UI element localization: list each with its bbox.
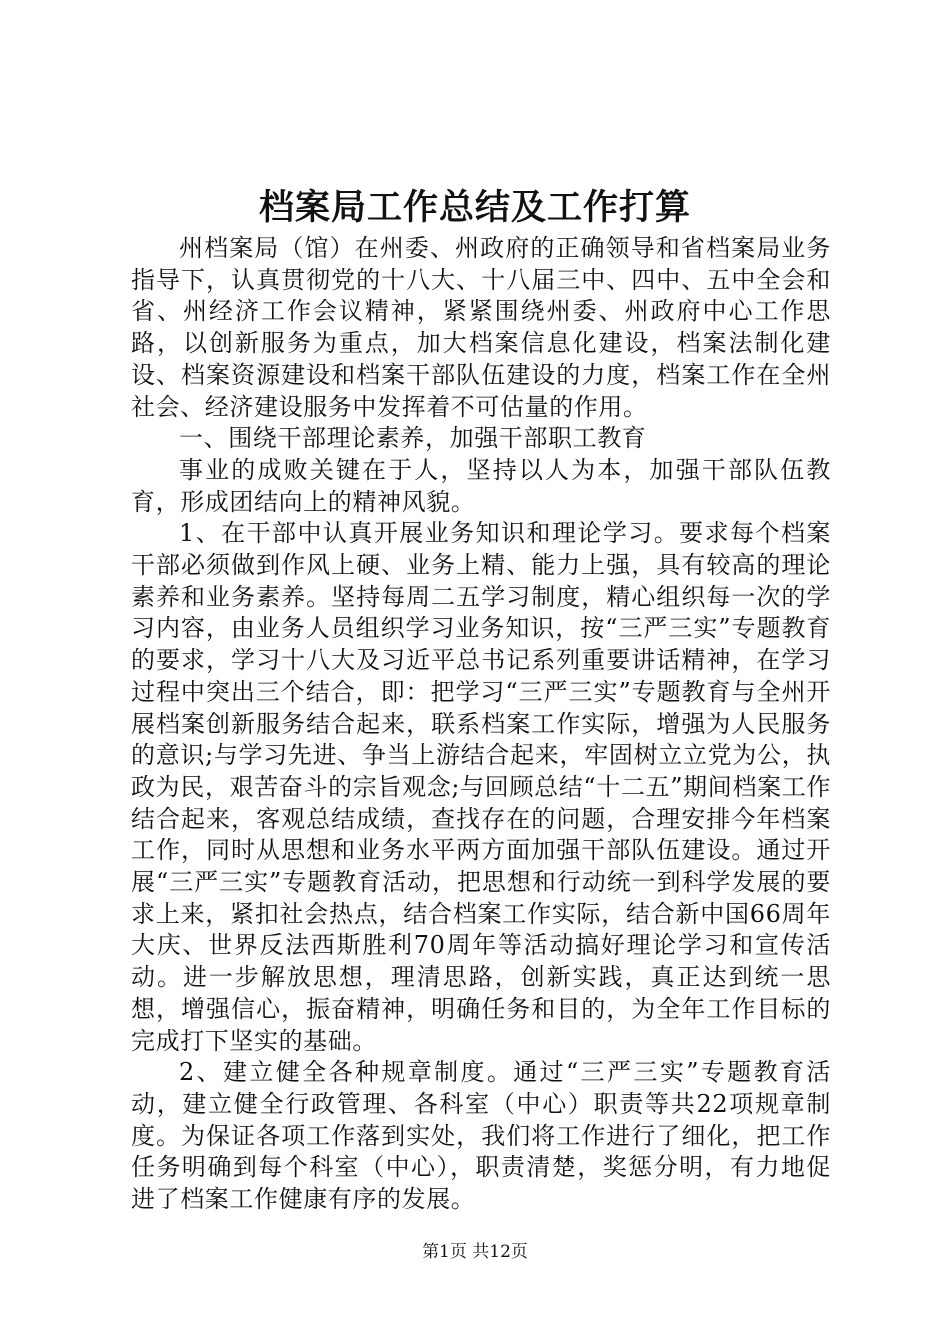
page-number-footer: 第1页 共12页 <box>422 1242 528 1262</box>
paragraph-item-2: 2、建立健全各种规章制度。通过“三严三实”专题教育活动，建立健全行政管理、各科室（中心）职责等共22项规章制度。为保证各项工作落到实处，我们将工作进行了细化，把工作任务明确到每个科室（中心），职责清楚，奖惩分明，有力地促进了档案工作健康有序的发展。 <box>131 1058 831 1214</box>
document-title: 档案局工作总结及工作打算 <box>258 187 691 228</box>
section-heading-1: 一、围绕干部理论素养，加强干部职工教育 <box>179 424 647 453</box>
paragraph-item-1: 1、在干部中认真开展业务知识和理论学习。要求每个档案干部必须做到作风上硬、业务上精、能力上强，具有较高的理论素养和业务素养。坚持每周二五学习制度，精心组织每一次的学习内容，由业务人员组织学习业务知识，按“三严三实”专题教育的要求，学习十八大及习近平总书记系列重要讲话精神，在学习过程中突出三个结合，即：把学习“三严三实”专题教育与全州开展档案创新服务结合起来，联系档案工作实际，增强为人民服务的意识;与学习先进、争当上游结合起来，牢固树立立党为公，执政为民，艰苦奋斗的宗旨观念;与回顾总结“十二五”期间档案工作结合起来，客观总结成绩，查找存在的问题，合理安排今年档案工作，同时从思想和业务水平两方面加强干部队伍建设。通过开展“三严三实”专题教育活动，把思想和行动统一到科学发展的要求上来，紧扣社会热点，结合档案工作实际，结合新中国66周年大庆、世界反法西斯胜利70周年等活动搞好理论学习和宣传活动。进一步解放思想，理清思路，创新实践，真正达到统一思想，增强信心，振奋精神，明确任务和目的，为全年工作目标的完成打下坚实的基础。 <box>131 519 831 1055</box>
paragraph-section-1-intro: 事业的成败关键在于人，坚持以人为本，加强干部队伍教育，形成团结向上的精神风貌。 <box>131 455 831 516</box>
document-body <box>131 233 831 1216</box>
paragraph-intro: 州档案局（馆）在州委、州政府的正确领导和省档案局业务指导下，认真贯彻党的十八大、十八届三中、四中、五中全会和省、州经济工作会议精神，紧紧围绕州委、州政府中心工作思路，以创新服务为重点，加大档案信息化建设，档案法制化建设、档案资源建设和档案干部队伍建设的力度，档案工作在全州社会、经济建设服务中发挥着不可估量的作用。 <box>131 234 831 421</box>
